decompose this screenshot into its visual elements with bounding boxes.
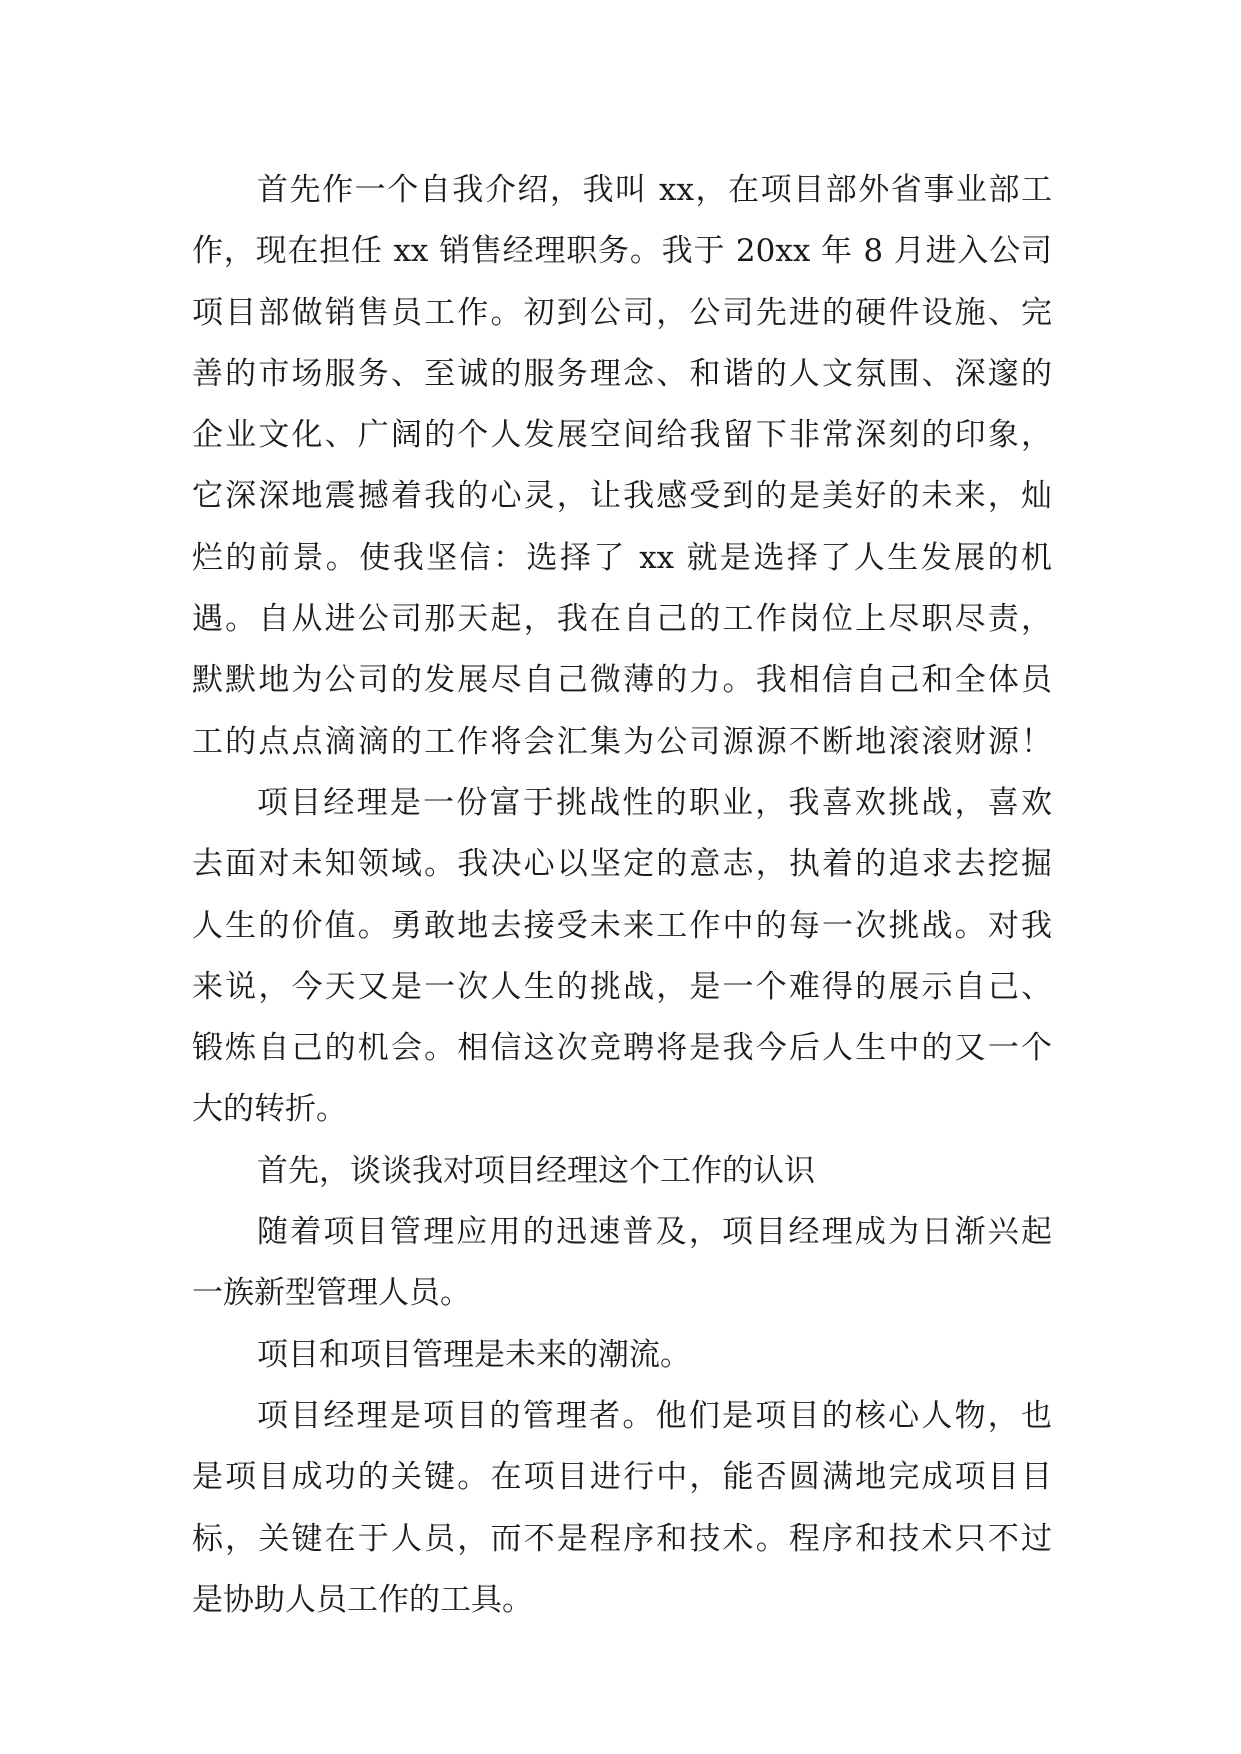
text-line: 作，现在担任 xx 销售经理职务。我于 20xx 年 8 月进入公司 xyxy=(192,233,1052,270)
text-line: 人生的价值。勇敢地去接受未来工作中的每一次挑战。对我 xyxy=(192,907,1052,944)
text-line: 一族新型管理人员。 xyxy=(192,1275,471,1312)
text-line: 烂的前景。使我坚信：选择了 xx 就是选择了人生发展的机 xyxy=(192,539,1052,576)
text-line: 默默地为公司的发展尽自己微薄的力。我相信自己和全体员 xyxy=(192,662,1052,699)
text-line: 首先，谈谈我对项目经理这个工作的认识 xyxy=(257,1152,815,1189)
text-line: 是项目成功的关键。在项目进行中，能否圆满地完成项目目 xyxy=(192,1459,1052,1496)
text-line: 它深深地震撼着我的心灵，让我感受到的是美好的未来，灿 xyxy=(192,478,1052,515)
text-line: 锻炼自己的机会。相信这次竞聘将是我今后人生中的又一个 xyxy=(192,1030,1052,1067)
text-line: 来说，今天又是一次人生的挑战，是一个难得的展示自己、 xyxy=(192,968,1052,1005)
text-line: 标，关键在于人员，而不是程序和技术。程序和技术只不过 xyxy=(192,1520,1052,1557)
text-line: 是协助人员工作的工具。 xyxy=(192,1581,533,1618)
text-line: 首先作一个自我介绍，我叫 xx，在项目部外省事业部工 xyxy=(257,172,1052,208)
text-line: 项目经理是项目的管理者。他们是项目的核心人物，也 xyxy=(257,1397,1052,1434)
text-line: 项目和项目管理是未来的潮流。 xyxy=(257,1336,691,1373)
text-line: 企业文化、广阔的个人发展空间给我留下非常深刻的印象， xyxy=(192,417,1052,454)
text-line: 项目部做销售员工作。初到公司，公司先进的硬件设施、完 xyxy=(192,294,1052,331)
text-line: 遇。自从进公司那天起，我在自己的工作岗位上尽职尽责， xyxy=(192,601,1052,638)
text-line: 去面对未知领域。我决心以坚定的意志，执着的追求去挖掘 xyxy=(192,846,1052,883)
text-line: 善的市场服务、至诚的服务理念、和谐的人文氛围、深邃的 xyxy=(192,355,1052,392)
text-line: 大的转折。 xyxy=(192,1091,347,1128)
document-body xyxy=(192,160,1052,1631)
text-line: 工的点点滴滴的工作将会汇集为公司源源不断地滚滚财源！ xyxy=(192,723,1052,760)
text-line: 项目经理是一份富于挑战性的职业，我喜欢挑战，喜欢 xyxy=(257,784,1052,821)
text-line: 随着项目管理应用的迅速普及，项目经理成为日渐兴起 xyxy=(257,1214,1052,1251)
